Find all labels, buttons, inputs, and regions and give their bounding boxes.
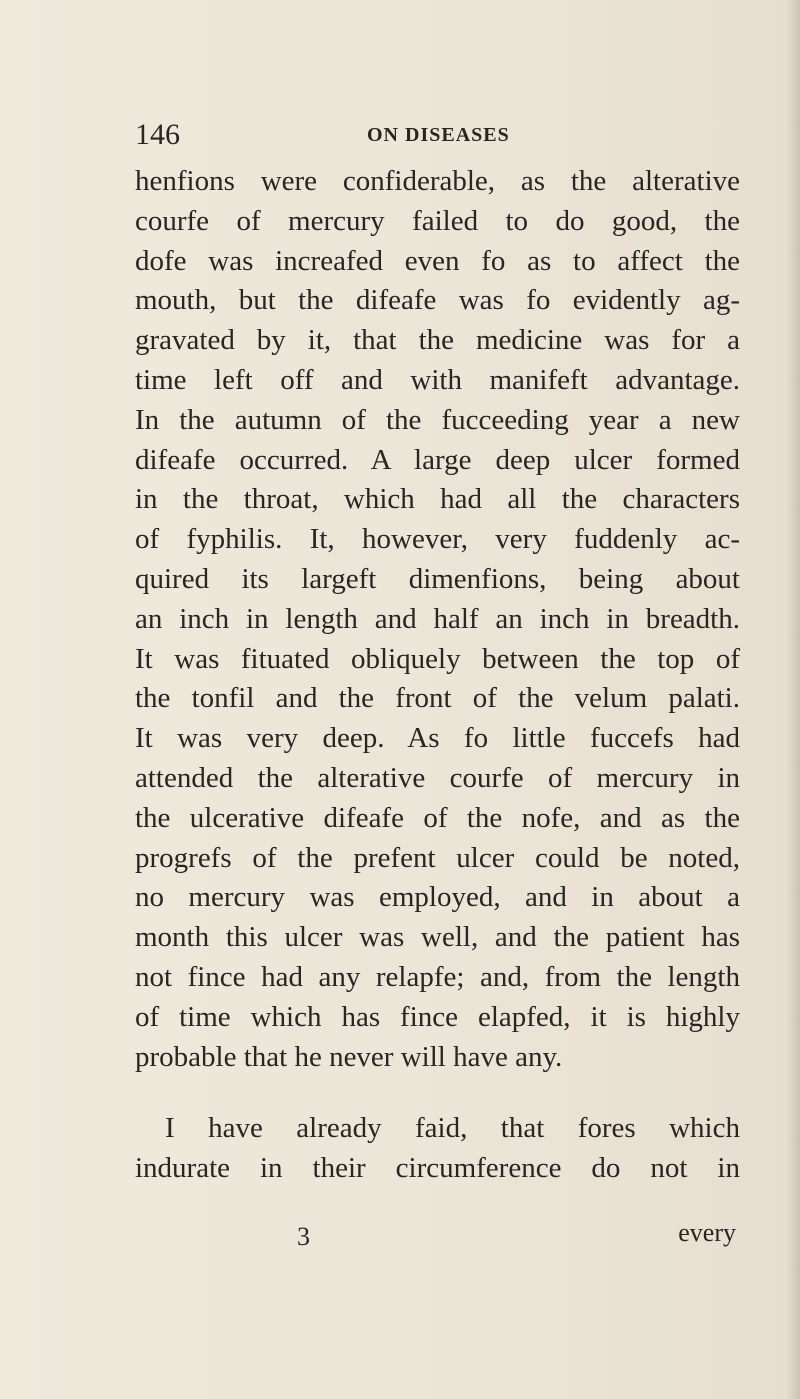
paragraph-2 (135, 1109, 740, 1189)
text-line: probable that he never will have any. (135, 1040, 563, 1073)
page-edge-shadow (786, 0, 800, 1399)
text-line: It was very deep. As fo little fuccefs had (135, 722, 740, 755)
paragraph-gap (135, 1077, 740, 1109)
text-line: henfions were confiderable, as the alterative (135, 165, 740, 197)
running-head (135, 118, 655, 154)
text-line: of fyphilis. It, however, very fuddenly ac- (135, 523, 740, 556)
text-line: gravated by it, that the medicine was for a (135, 324, 740, 357)
text-line: of time which has fince elapfed, it is highly (135, 1000, 740, 1033)
text-line: not fince had any relapfe; and, from the length (135, 960, 740, 993)
page-footer (135, 1218, 740, 1262)
text-line: In the autumn of the fucceeding year a new (135, 403, 740, 436)
catchword: every (678, 1218, 736, 1247)
paragraph-1 (135, 162, 740, 1077)
text-line: month this ulcer was well, and the patient has (135, 921, 740, 954)
text-line: indurate in their circumference do not in (135, 1152, 740, 1185)
text-line: courfe of mercury failed to do good, the (135, 204, 740, 237)
text-line: in the throat, which had all the characters (135, 483, 740, 516)
text-line: an inch in length and half an inch in breadth. (135, 602, 740, 635)
text-line: quired its largeft dimenfions, being about (135, 562, 740, 595)
text-line: progrefs of the prefent ulcer could be noted, (135, 841, 740, 874)
page-number: 146 (135, 118, 180, 151)
text-line: dofe was increafed even fo as to affect the (135, 244, 740, 277)
text-line: the ulcerative difeafe of the nofe, and as the (135, 801, 740, 834)
text-line: I have already faid, that fores which (165, 1112, 740, 1145)
signature-mark: 3 (297, 1222, 310, 1251)
text-line: It was fituated obliquely between the top of (135, 642, 740, 675)
text-line: difeafe occurred. A large deep ulcer formed (135, 443, 740, 476)
text-line: time left off and with manifeft advantage. (135, 363, 740, 396)
running-title: ON DISEASES (367, 124, 510, 146)
text-line: the tonfil and the front of the velum palati. (135, 682, 740, 715)
text-line: no mercury was employed, and in about a (135, 881, 740, 914)
text-line: mouth, but the difeafe was fo evidently ag- (135, 284, 740, 317)
text-line: attended the alterative courfe of mercury in (135, 761, 740, 794)
body-text (135, 162, 740, 1189)
